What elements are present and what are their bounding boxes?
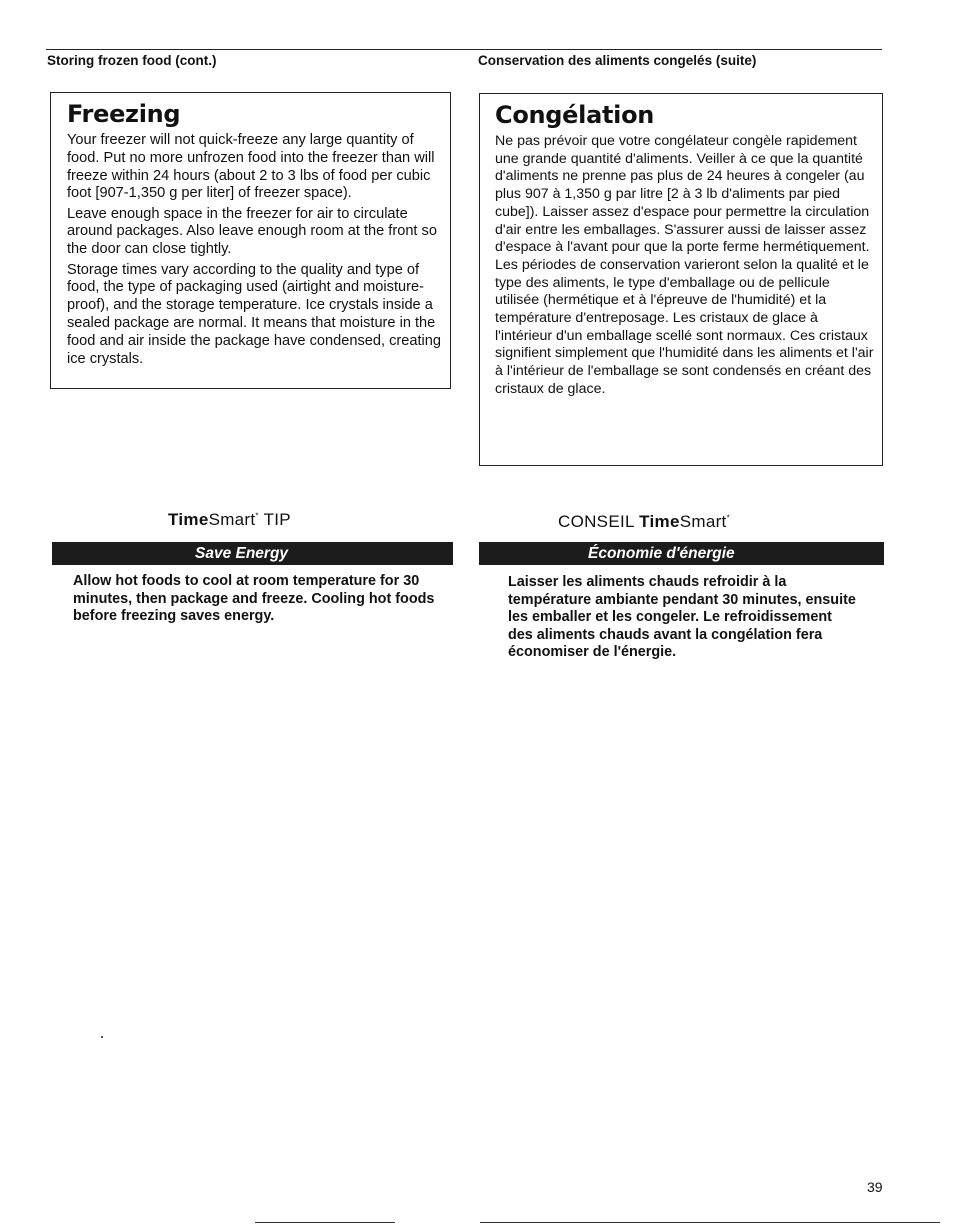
tip-bar-label-en: Save Energy <box>195 545 289 562</box>
section-title-fr: Congélation <box>495 101 655 129</box>
tip-heading-en <box>168 510 291 530</box>
tip-body-en: Allow hot foods to cool at room temperature for 30 minutes, then package and freeze. Cooling hot foods before freezing saves energy. <box>73 573 435 625</box>
paragraph-fr-1: Ne pas prévoir que votre congélateur congèle rapidement une grande quantité d'aliments. Veiller à ce que la quantité d'aliments ne prenne pas plus de 24 heures à congeler (au plus 907 à 1,350 g par litre [2 à 3 lb d'aliments par pied cube]). Laisser assez d'espace pour permettre la circulation d'air entre les emballages. S'assurer aussi de laisser assez d'espace à l'avant pour que la porte ferme hermétiquement. <box>495 133 870 256</box>
paragraph-en-1: Your freezer will not quick-freeze any large quantity of food. Put no more unfrozen food into the freezer than will freeze within 24 hours (about 2 to 3 lbs of food per cubic foot [907-1,350 g per liter] of freezer space). <box>67 132 435 202</box>
scan-speck <box>101 1036 103 1038</box>
brand-smart-en: Smart <box>208 510 256 529</box>
tip-suffix-en: TIP <box>263 510 291 529</box>
paragraph-en-2: Leave enough space in the freezer for air to circulate around packages. Also leave enough room at the front so the door can close tightly. <box>67 205 437 258</box>
page-number: 39 <box>867 1179 883 1195</box>
freezing-section-en <box>50 92 451 389</box>
registered-mark-fr: * <box>726 513 730 523</box>
registered-mark-en: * <box>255 511 259 521</box>
tip-heading-fr <box>558 512 730 532</box>
bottom-rule-right <box>480 1222 940 1223</box>
brand-smart-fr: Smart <box>679 512 727 531</box>
tip-bar-fr <box>479 542 884 565</box>
header-left: Storing frozen food (cont.) <box>47 53 217 68</box>
brand-time-en: Time <box>168 510 209 529</box>
header-rule <box>46 49 882 50</box>
bottom-rule-left <box>255 1222 395 1223</box>
section-title-en: Freezing <box>67 100 181 128</box>
tip-body-fr: Laisser les aliments chauds refroidir à la température ambiante pendant 30 minutes, ensuite les emballer et les congeler. Le refroidissement des aliments chauds avant la congélation fera économiser de l'énergie. <box>508 574 856 661</box>
brand-time-fr: Time <box>639 512 680 531</box>
header-right: Conservation des aliments congelés (suite) <box>478 53 757 68</box>
paragraph-en-3: Storage times vary according to the quality and type of food, the type of packaging used (airtight and moisture-proof), and the storage temperature. Ice crystals inside a sealed package are normal. It means that moisture in the food and air inside the package have condensed, creating ice crystals. <box>67 261 442 367</box>
paragraph-fr-2: Les périodes de conservation varieront selon la qualité et le type des aliments, le type d'emballage ou de pellicule utilisée (hermétique et à l'épreuve de l'humidité) et la température d'entreposage. Les cristaux de glace à l'intérieur d'un emballage scellé sont normaux. Ces cristaux signifient simplement que l'humidité dans les aliments et l'air à l'intérieur de l'emballage se sont condensés en créant des cristaux de glace. <box>495 256 874 397</box>
freezing-section-fr <box>479 93 883 466</box>
tip-bar-label-fr: Économie d'énergie <box>588 545 735 562</box>
tip-bar-en <box>52 542 453 565</box>
tip-prefix-fr: CONSEIL <box>558 512 635 531</box>
